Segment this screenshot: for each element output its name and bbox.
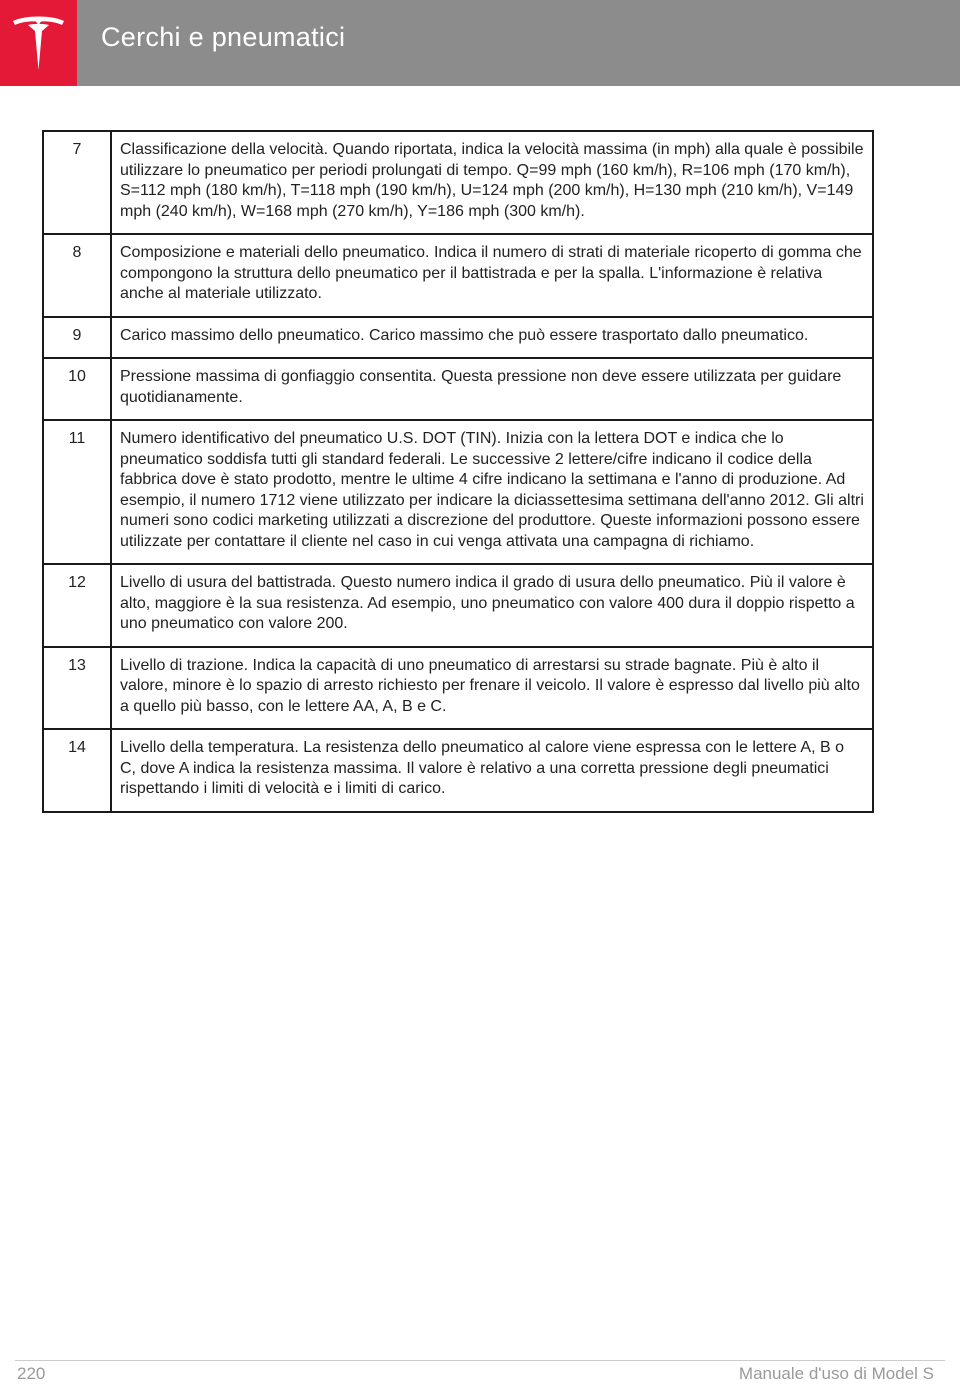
row-number: 8 xyxy=(43,234,111,317)
row-number: 10 xyxy=(43,358,111,420)
page-number: 220 xyxy=(17,1364,46,1383)
header-bar xyxy=(0,0,960,86)
table-row xyxy=(43,234,873,317)
footer-divider xyxy=(15,1360,945,1361)
row-description: Livello di usura del battistrada. Questo numero indica il grado di usura dello pneumatico. Più il valore è alto, maggiore è la sua resistenza. Ad esempio, uno pneumatico con valore 400 dura il doppio rispetto a uno pneumatico con valore 200. xyxy=(111,564,873,647)
row-number: 9 xyxy=(43,317,111,359)
row-number: 11 xyxy=(43,420,111,564)
table-row xyxy=(43,317,873,359)
table-row xyxy=(43,420,873,564)
row-number: 7 xyxy=(43,131,111,234)
table-row xyxy=(43,131,873,234)
page-title: Cerchi e pneumatici xyxy=(101,22,346,52)
table-body xyxy=(43,131,873,812)
row-description: Numero identificativo del pneumatico U.S. DOT (TIN). Inizia con la lettera DOT e indica che lo pneumatico soddisfa tutti gli standard federali. Le successive 2 lettere/cifre indicano il codice della fabbrica dove è stato prodotto, mentre le ultime 4 cifre indicano la settimana e l'anno di produzione. Ad esempio, il numero 1712 viene utilizzato per indicare la diciassettesima settimana dell'anno 2012. Gli altri numeri sono codici marketing utilizzati a discrezione del produttore. Queste informazioni possono essere utilizzate per contattare il cliente nel caso in cui venga attivata una campagna di richiamo. xyxy=(111,420,873,564)
table-row xyxy=(43,729,873,812)
row-description: Classificazione della velocità. Quando riportata, indica la velocità massima (in mph) alla quale è possibile utilizzare lo pneumatico per periodi prolungati di tempo. Q=99 mph (160 km/h), R=106 mph (170 km/h), S=112 mph (180 km/h), T=118 mph (190 km/h), U=124 mph (200 km/h), H=130 mph (210 km/h), V=149 mph (240 km/h), W=168 mph (270 km/h), Y=186 mph (300 km/h). xyxy=(111,131,873,234)
row-description: Livello della temperatura. La resistenza dello pneumatico al calore viene espressa con le lettere A, B o C, dove A indica la resistenza massima. Il valore è relativo a una corretta pressione degli pneumatici rispettando i limiti di velocità e i limiti di carico. xyxy=(111,729,873,812)
row-description: Composizione e materiali dello pneumatico. Indica il numero di strati di materiale ricoperto di gomma che compongono la struttura dello pneumatico per il battistrada e per la spalla. L'informazione è relativa anche al materiale utilizzato. xyxy=(111,234,873,317)
row-number: 13 xyxy=(43,647,111,730)
table-row xyxy=(43,564,873,647)
row-description: Livello di trazione. Indica la capacità di uno pneumatico di arrestarsi su strade bagnate. Più è alto il valore, minore è lo spazio di arresto richiesto per frenare il veicolo. Il valore è espresso dal livello più alto a quello più basso, con le lettere AA, A, B e C. xyxy=(111,647,873,730)
tesla-logo-icon xyxy=(11,12,66,72)
row-description: Pressione massima di gonfiaggio consentita. Questa pressione non deve essere utilizzata per guidare quotidianamente. xyxy=(111,358,873,420)
table-row xyxy=(43,647,873,730)
row-number: 12 xyxy=(43,564,111,647)
row-number: 14 xyxy=(43,729,111,812)
logo-box xyxy=(0,0,77,86)
manual-title: Manuale d'uso di Model S xyxy=(738,1364,934,1383)
table-row xyxy=(43,358,873,420)
row-description: Carico massimo dello pneumatico. Carico massimo che può essere trasportato dallo pneumatico. xyxy=(111,317,873,359)
tire-marking-table xyxy=(42,130,874,813)
